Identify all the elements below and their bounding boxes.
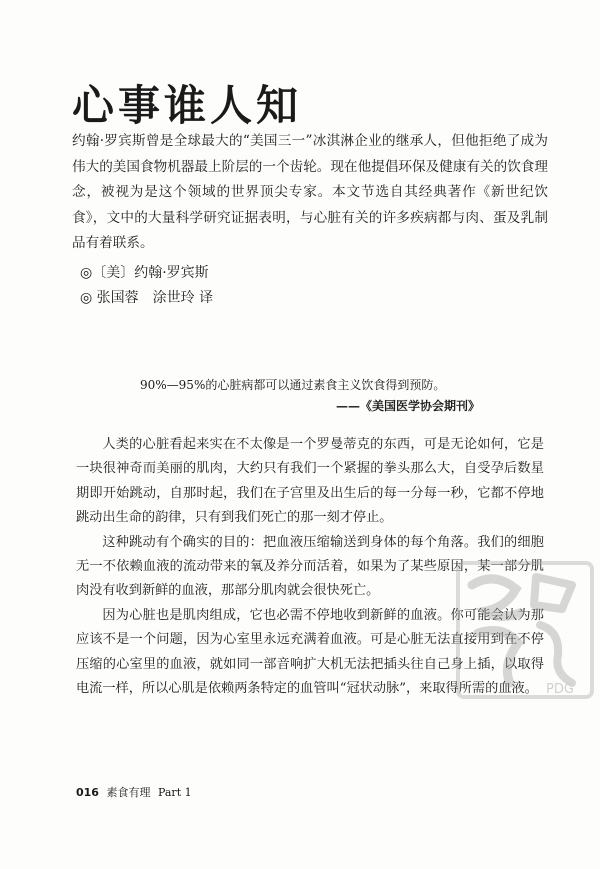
epigraph [140, 375, 480, 417]
stamp-icon [448, 555, 600, 705]
library-stamp-watermark [448, 555, 600, 705]
stamp-label: PDG [546, 682, 574, 697]
intro-paragraph: 约翰·罗宾斯曾是全球最大的“美国三一”冰淇淋企业的继承人，但他拒绝了成为伟大的美国食物机器最上阶层的一个齿轮。现在他提倡环保及健康有关的饮食理念，被视为是这个领域的世界顶尖专家。本文节选自其经典著作《新世纪饮食》，文中的大量科学研究证据表明，与心脏有关的许多疾病都与肉、蛋及乳制品有着联系。 [72, 133, 548, 251]
running-title: 素食有理 [106, 786, 151, 799]
body-paragraph: 因为心脏也是肌肉组成，它也必需不停地收到新鲜的血液。你可能会认为那应该不是一个问题，因为心室里永远充满着血液。可是心脏无法直接用到在不停压缩的心室里的血液，就如同一部音响扩大机无法把插头往自己身上插，以取得电流一样，所以心肌是依赖两条特定的血管叫“冠状动脉”，来取得所需的血液。 [76, 607, 544, 697]
article-title: 心事谁人知 [72, 81, 303, 130]
page-footer [76, 784, 192, 800]
body-paragraph: 人类的心脏看起来实在不太像是一个罗曼蒂克的东西，可是无论如何，它是一块很神奇而美丽的肌肉，大约只有我们一个紧握的拳头那么大，自受孕后数星期即开始跳动，自那时起，我们在子宫里及出生后的每一分每一秒，它都不停地跳动出生命的韵律，只有到我们死亡的那一刻才停止。 [76, 437, 544, 526]
page-number: 016 [76, 786, 99, 799]
author-line: ◎〔美〕约翰·罗宾斯 [80, 265, 209, 281]
part-label: Part 1 [157, 786, 192, 799]
translator-line: ◎ 张国蓉 涂世玲 译 [80, 290, 214, 306]
epigraph-quote: 90%—95%的心脏病都可以通过素食主义饮食得到预防。 [140, 378, 446, 392]
body-paragraph: 这种跳动有个确实的目的：把血液压缩输送到身体的每个角落。我们的细胞无一不依赖血液的流动带来的氧及养分而活着，如果为了某些原因，某一部分肌肉没有收到新鲜的血液，那部分肌肉就会很快死亡。 [76, 534, 544, 599]
author-credits [80, 261, 213, 311]
epigraph-source: ——《美国医学协会期刊》 [335, 399, 480, 413]
